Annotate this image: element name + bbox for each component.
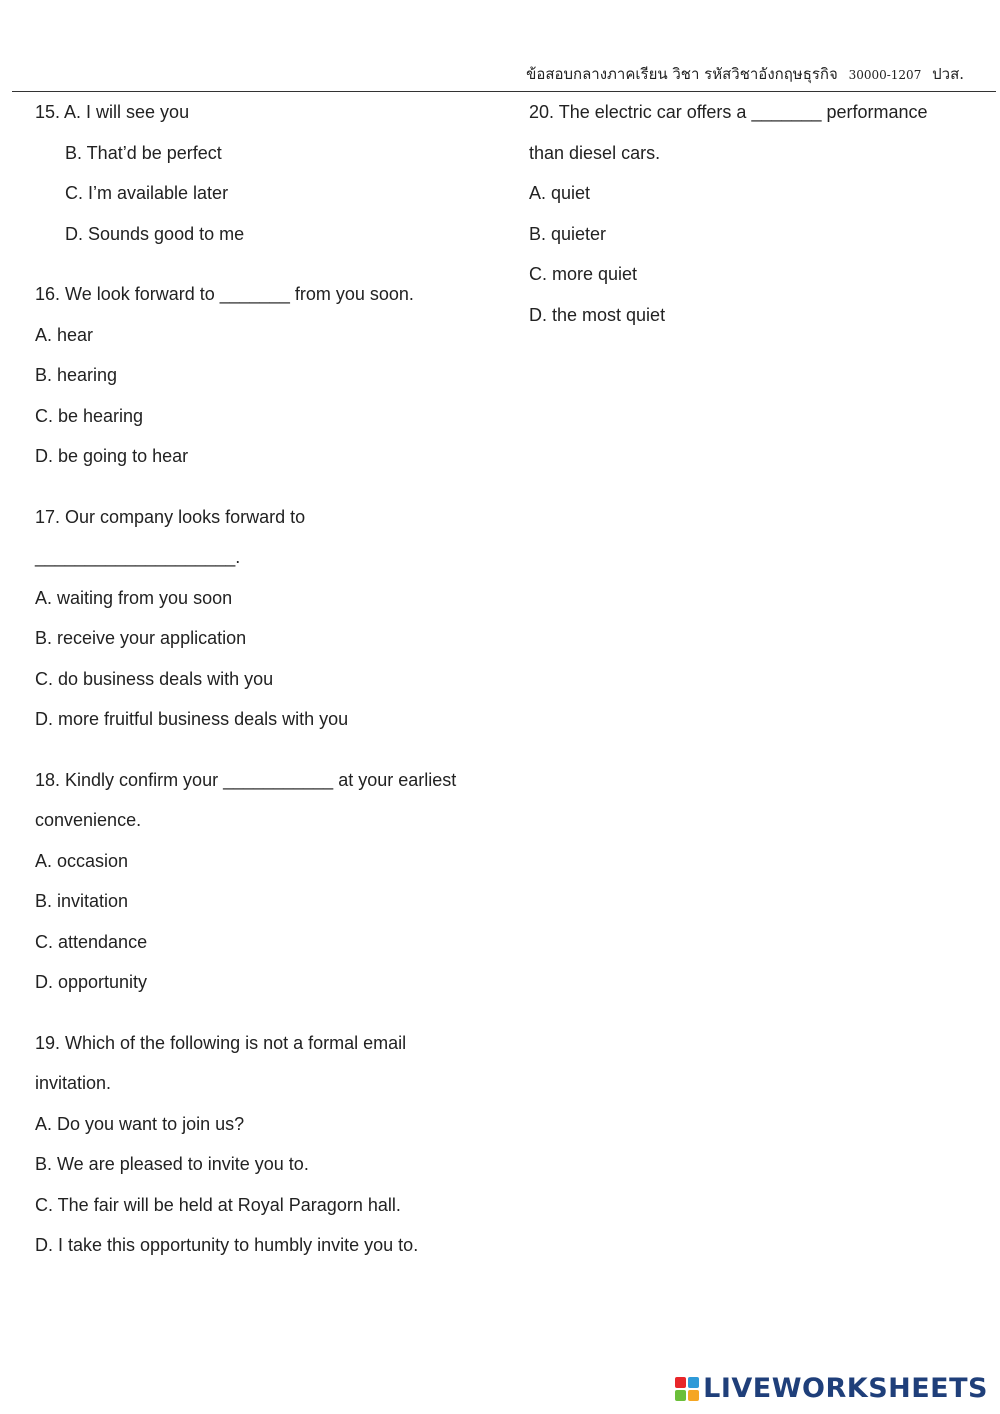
question-16 (35, 277, 485, 480)
question-prompt: 18. Kindly confirm your ___________ at your earliest (35, 769, 457, 790)
answer-option: B. receive your application (35, 628, 247, 648)
logo-square-orange (688, 1390, 699, 1401)
logo-square-blue (688, 1377, 699, 1388)
question-prompt: 17. Our company looks forward to (35, 506, 306, 527)
course-code: 30000-1207 (848, 68, 922, 82)
answer-option: A. occasion (35, 850, 129, 871)
right-column (529, 95, 969, 338)
header-divider (12, 91, 996, 92)
exam-header-title: ข้อสอบกลางภาคเรียน วิชา รหัสวิชาอังกฤษธุรกิจ (526, 65, 838, 83)
question-prompt: 15. A. I will see you (35, 102, 190, 122)
left-column (35, 95, 485, 1269)
logo-square-green (675, 1390, 686, 1401)
answer-option: D. opportunity (35, 972, 148, 992)
question-prompt: 20. The electric car offers a _______ performance (529, 102, 928, 122)
answer-option: C. more quiet (529, 264, 638, 284)
answer-option: C. attendance (35, 931, 148, 952)
answer-option: A. waiting from you soon (35, 587, 233, 608)
answer-option: C. The fair will be held at Royal Paragorn hall. (35, 1194, 401, 1215)
answer-option: B. We are pleased to invite you to. (35, 1154, 309, 1174)
question-prompt-continued: than diesel cars. (529, 142, 661, 163)
answer-option: C. do business deals with you (35, 668, 274, 689)
exam-header (526, 62, 964, 86)
question-prompt-continued: convenience. (35, 810, 142, 830)
logo-square-red (675, 1377, 686, 1388)
question-prompt-continued: invitation. (35, 1073, 112, 1093)
answer-option: B. quieter (529, 223, 607, 244)
answer-option: A. quiet (529, 183, 591, 203)
answer-option: B. That’d be perfect (65, 142, 222, 163)
answer-option: D. Sounds good to me (65, 223, 245, 244)
answer-option: B. invitation (35, 891, 129, 911)
program-label: ปวส. (932, 65, 964, 83)
logo-icon (675, 1377, 699, 1401)
answer-option: C. be hearing (35, 405, 144, 426)
question-17 (35, 500, 485, 743)
answer-option: D. more fruitful business deals with you (35, 709, 349, 729)
answer-option: A. Do you want to join us? (35, 1113, 245, 1134)
answer-option: D. I take this opportunity to humbly invite you to. (35, 1235, 419, 1255)
question-prompt-blank: ____________________. (35, 547, 241, 567)
question-20 (529, 95, 969, 338)
liveworksheets-logo (675, 1373, 988, 1404)
question-15 (35, 95, 485, 257)
answer-option: D. the most quiet (529, 304, 666, 325)
question-19 (35, 1026, 485, 1269)
question-prompt: 16. We look forward to _______ from you soon. (35, 284, 414, 304)
answer-option: A. hear (35, 324, 94, 345)
answer-option: D. be going to hear (35, 446, 189, 466)
answer-option: C. I’m available later (65, 183, 229, 203)
question-prompt: 19. Which of the following is not a formal email (35, 1032, 407, 1053)
logo-wordmark: LIVEWORKSHEETS (703, 1373, 988, 1404)
answer-option: B. hearing (35, 365, 118, 385)
question-18 (35, 763, 485, 1006)
